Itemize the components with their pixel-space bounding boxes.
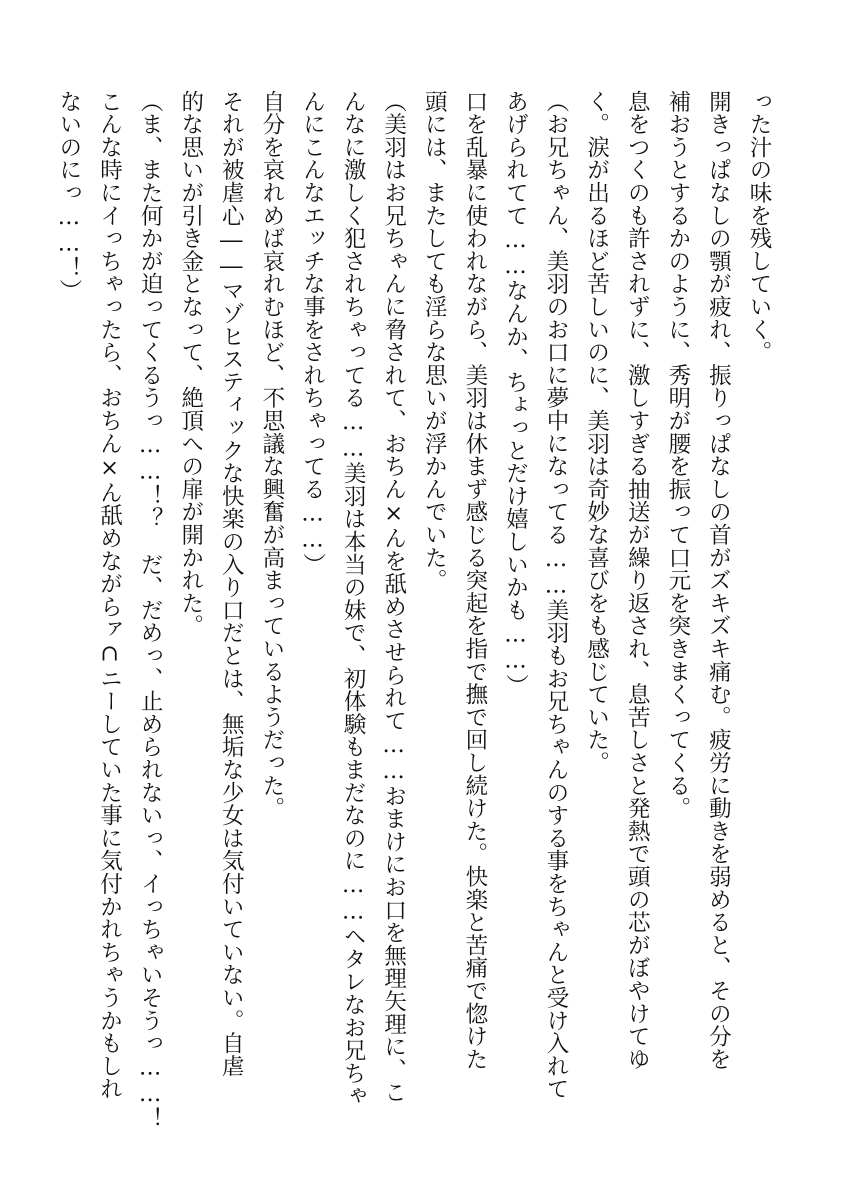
vertical-text-body <box>55 90 779 1140</box>
text-line: く。涙が出るほど苦しいのに、美羽は奇妙な喜びをも感じていた。 <box>583 90 610 774</box>
text-line: あげられてて……なんか、ちょっとだけ嬉しいかも……） <box>502 90 529 697</box>
text-line: 的な思いが引き金となって、絶頂への扉が開かれた。 <box>177 90 204 638</box>
text-line: 息をつくのも許されずに、激しすぎる抽送が繰り返され、息苦しさと発熱で頭の芯がぼやけてゆ <box>624 90 651 1071</box>
text-line: 頭には、またしても淫らな思いが浮かんでいた。 <box>421 90 448 592</box>
text-line: （お兄ちゃん、美羽のお口に夢中になってる……美羽もお兄ちゃんのする事をちゃんと受け入れて <box>543 90 570 1101</box>
text-line: 自分を哀れめば哀れむほど、不思議な興奮が高まっているようだった。 <box>258 90 285 820</box>
text-line: （美羽はお兄ちゃんに脅されて、おちん×んを舐めさせられて……おまけにお口を無理矢理に、こ <box>380 90 407 1104</box>
text-line: （ま、また何かが迫ってくるうっ……！？ だ、だめっ、止められないっ、イっちゃいそうっ……！ <box>137 90 164 1130</box>
text-line: 開きっぱなしの顎が疲れ、振りっぱなしの首がズキズキ痛む。疲労に動きを弱めると、その分を <box>705 90 732 1071</box>
text-line: ないのにっ……！） <box>55 90 82 303</box>
text-line: 口を乱暴に使われながら、美羽は休まず感じる突起を指で撫で回し続けた。快楽と苦痛で惚けた <box>461 90 488 1071</box>
text-line: こんな時にイっちゃったら、おちん×ん舐めながらァ∩ニーしていた事に気付かれちゃうかもしれ <box>96 90 123 1101</box>
text-line: 補おうとするかのように、秀明が腰を振って口元を突きまくってくる。 <box>664 90 691 820</box>
text-line: んにこんなエッチな事をされちゃってる……） <box>299 90 326 576</box>
text-line: った汁の味を残していく。 <box>746 90 772 364</box>
text-line: それが被虐心――マゾヒスティックな快楽の入り口だとは、無垢な少女は気付いていない。自虐 <box>218 90 245 1078</box>
text-line: んなに激しく犯されちゃってる……美羽は本当の妹で、初体験もまだなのに……ヘタレなお兄ちゃ <box>340 90 367 1108</box>
